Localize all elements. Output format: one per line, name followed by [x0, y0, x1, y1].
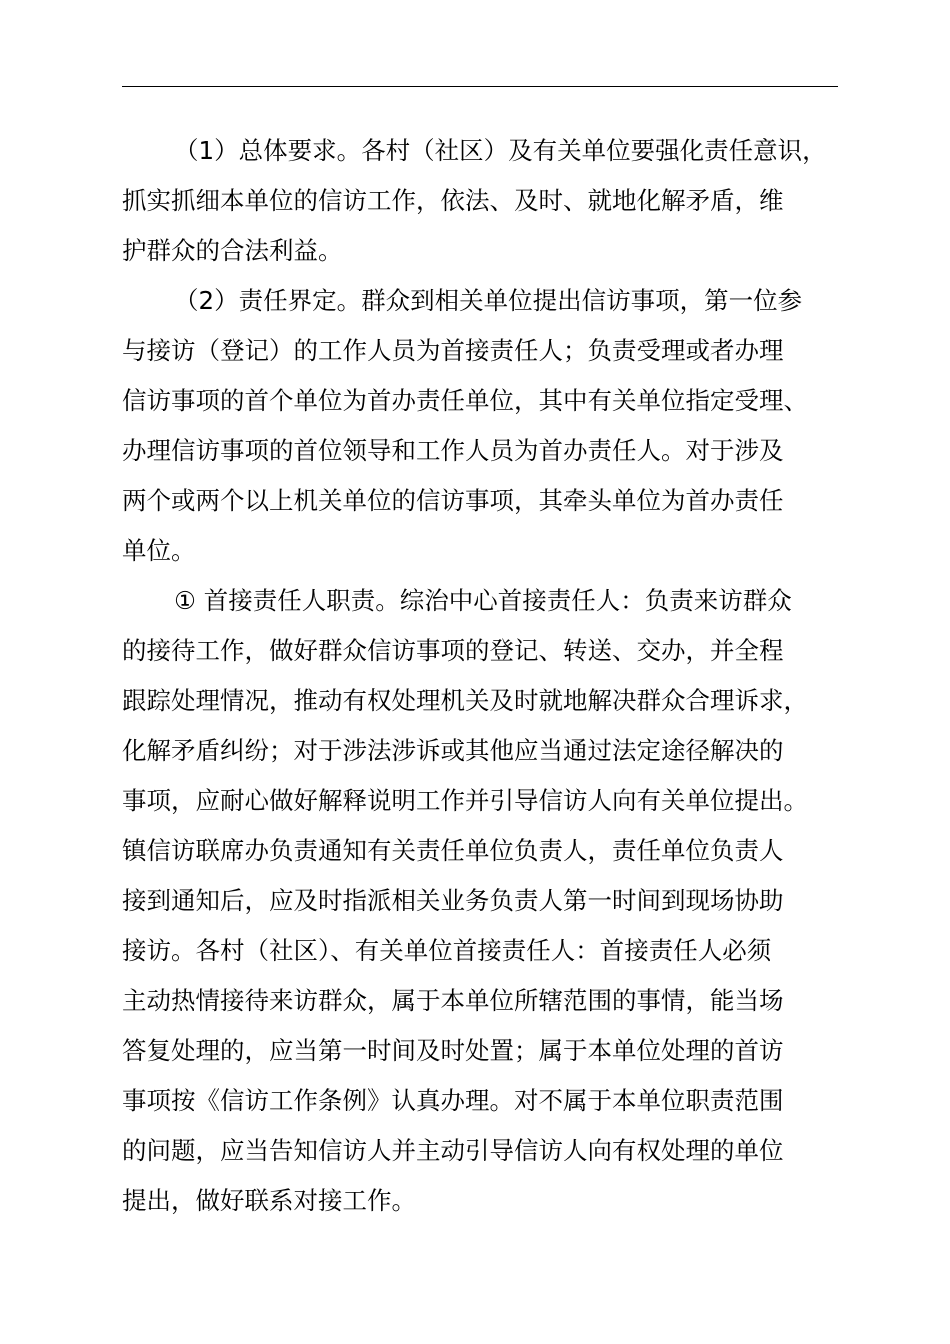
text-line: 抓实抓细本单位的信访工作，依法、及时、就地化解矛盾，维: [122, 186, 784, 215]
text-line: 镇信访联席办负责通知有关责任单位负责人，责任单位负责人: [122, 836, 784, 865]
document-body: [122, 126, 858, 1226]
text-line: 化解矛盾纠纷；对于涉法涉诉或其他应当通过法定途径解决的: [122, 736, 784, 765]
text-line: 护群众的合法利益。: [122, 236, 343, 265]
text-line: 信访事项的首个单位为首办责任单位，其中有关单位指定受理、: [122, 386, 808, 415]
text-line: 办理信访事项的首位领导和工作人员为首办责任人。对于涉及: [122, 436, 784, 465]
text-line: 与接访（登记）的工作人员为首接责任人；负责受理或者办理: [122, 336, 784, 365]
text-line: 事项，应耐心做好解释说明工作并引导信访人向有关单位提出。: [122, 786, 808, 815]
text-line: 提出，做好联系对接工作。: [122, 1186, 416, 1215]
text-line: ① 首接责任人职责。综治中心首接责任人：负责来访群众: [174, 586, 792, 615]
paragraph-general-requirements: [122, 126, 858, 276]
paragraph-responsibility-definition: [122, 276, 858, 576]
text-line: （2）责任界定。群众到相关单位提出信访事项，第一位参: [174, 286, 803, 315]
text-line: 答复处理的，应当第一时间及时处置；属于本单位处理的首访: [122, 1036, 784, 1065]
text-line: 主动热情接待来访群众，属于本单位所辖范围的事情，能当场: [122, 986, 784, 1015]
paragraph-first-contact-duties: [122, 576, 858, 1226]
text-line: 的问题，应当告知信访人并主动引导信访人向有权处理的单位: [122, 1136, 784, 1165]
text-line: 的接待工作，做好群众信访事项的登记、转送、交办，并全程: [122, 636, 784, 665]
text-line: 接到通知后，应及时指派相关业务负责人第一时间到现场协助: [122, 886, 784, 915]
text-line: 单位。: [122, 536, 196, 565]
text-line: 接访。各村（社区）、有关单位首接责任人：首接责任人必须: [122, 936, 772, 965]
text-line: 事项按《信访工作条例》认真办理。对不属于本单位职责范围: [122, 1086, 784, 1115]
text-line: （1）总体要求。各村（社区）及有关单位要强化责任意识，: [174, 136, 827, 165]
header-divider: [122, 86, 838, 87]
text-line: 跟踪处理情况，推动有权处理机关及时就地解决群众合理诉求，: [122, 686, 808, 715]
text-line: 两个或两个以上机关单位的信访事项，其牵头单位为首办责任: [122, 486, 784, 515]
